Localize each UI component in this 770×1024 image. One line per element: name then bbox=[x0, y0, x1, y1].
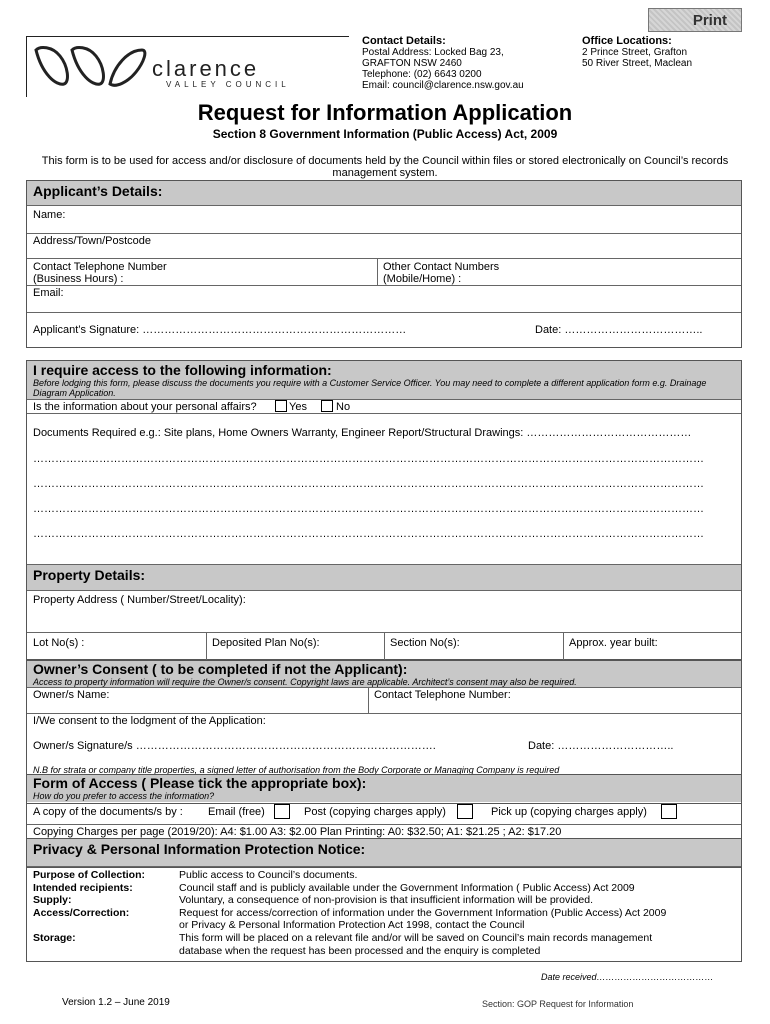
divider bbox=[27, 824, 741, 825]
privacy-label: Storage: bbox=[33, 931, 76, 944]
section-reference: Section: GOP Request for Information bbox=[482, 999, 634, 1009]
divider bbox=[368, 687, 369, 713]
applicant-signature-field[interactable]: Applicant’s Signature: ……………………………………………………………… bbox=[33, 324, 407, 336]
page-subtitle: Section 8 Government Information (Public Access) Act, 2009 bbox=[212, 127, 558, 141]
property-address-field[interactable]: Property Address ( Number/Street/Locality): bbox=[33, 594, 246, 606]
strata-note: N.B for strata or company title properties, a signed letter of authorisation from the Body Corporate or Managing Company is required bbox=[33, 765, 560, 775]
print-button[interactable]: Print bbox=[648, 8, 742, 32]
owner-date-field[interactable]: Date: ………………………….. bbox=[528, 740, 674, 752]
privacy-label: Access/Correction: bbox=[33, 906, 130, 919]
owner-phone-field[interactable]: Contact Telephone Number: bbox=[374, 689, 511, 701]
office-line: 50 River Street, Maclean bbox=[582, 58, 693, 69]
intro-text: This form is to be used for access and/or disclosure of documents held by the Council within files or stored electronically on Council’s records management system. bbox=[41, 155, 729, 179]
contact-line: Postal Address: Locked Bag 23, bbox=[362, 47, 504, 58]
privacy-labels bbox=[33, 869, 145, 957]
divider bbox=[27, 399, 741, 400]
privacy-text: Voluntary, a consequence of non-provision is that insufficient information will be provided. bbox=[179, 894, 594, 907]
divider bbox=[27, 233, 741, 234]
form-access-note: How do you prefer to access the information? bbox=[33, 791, 215, 801]
phone-field[interactable] bbox=[33, 261, 167, 285]
email-field[interactable]: Email: bbox=[33, 287, 64, 299]
logo-subtitle: VALLEY COUNCIL bbox=[166, 80, 290, 89]
year-built-field[interactable]: Approx. year built: bbox=[569, 637, 658, 649]
contact-details bbox=[362, 36, 524, 91]
privacy-label: Intended recipients: bbox=[33, 881, 133, 894]
privacy-header: Privacy & Personal Information Protection Notice: bbox=[27, 839, 741, 867]
email-option-label: Email (free) bbox=[208, 806, 265, 818]
name-field[interactable]: Name: bbox=[33, 209, 66, 221]
post-checkbox[interactable] bbox=[457, 804, 473, 819]
owner-title: Owner’s Consent ( to be completed if not the Applicant): bbox=[33, 661, 408, 677]
form-access-header bbox=[27, 775, 741, 802]
privacy-label: Purpose of Collection: bbox=[33, 869, 146, 881]
applicant-date-field[interactable]: Date: ……………………………….. bbox=[535, 324, 703, 336]
documents-line[interactable]: ………………………………………………………………………………………………………………………………………………………………… bbox=[33, 503, 704, 515]
privacy-text: Request for access/correction of information under the Government Information (Public Access) Act 2009 bbox=[179, 906, 667, 919]
owner-name-field[interactable]: Owner/s Name: bbox=[33, 689, 110, 701]
version-label: Version 1.2 – June 2019 bbox=[62, 997, 170, 1008]
other-phone-label: Other Contact Numbers bbox=[383, 261, 500, 273]
owner-header bbox=[27, 661, 741, 687]
divider bbox=[377, 258, 378, 285]
page-title: Request for Information Application bbox=[197, 100, 573, 125]
access-title: I require access to the following information: bbox=[33, 362, 332, 378]
personal-affairs-question: Is the information about your personal affairs? bbox=[33, 401, 257, 413]
offices-heading: Office Locations: bbox=[582, 35, 672, 47]
copying-charges: Copying Charges per page (2019/20): A4: $1.00 A3: $2.00 Plan Printing: A0: $32.50; A1: $21.25 ; A2: $17.20 bbox=[33, 826, 562, 838]
divider bbox=[27, 285, 741, 286]
documents-line[interactable]: ………………………………………………………………………………………………………………………………………………………………… bbox=[33, 528, 704, 540]
property-header: Property Details: bbox=[27, 565, 741, 591]
deposited-plan-field[interactable]: Deposited Plan No(s): bbox=[212, 637, 320, 649]
contact-line: GRAFTON NSW 2460 bbox=[362, 58, 462, 69]
divider bbox=[27, 713, 741, 714]
divider bbox=[27, 312, 741, 313]
privacy-label bbox=[33, 919, 145, 932]
documents-line[interactable]: ………………………………………………………………………………………………………………………………………………………………… bbox=[33, 453, 704, 465]
privacy-text: or Privacy & Personal Information Protection Act 1998, contact the Council bbox=[179, 919, 525, 932]
office-line: 2 Prince Street, Grafton bbox=[582, 47, 688, 58]
consent-text: I/We consent to the lodgment of the Application: bbox=[33, 715, 266, 727]
privacy-text: Council staff and is publicly available under the Government Information ( Public Access) Act 2009 bbox=[179, 881, 635, 894]
date-received: Date received………………………………… bbox=[541, 972, 714, 982]
divider bbox=[563, 632, 564, 660]
copy-by-label: A copy of the documents/s by : bbox=[33, 806, 183, 818]
post-option-label: Post (copying charges apply) bbox=[304, 806, 446, 818]
phone-label-sub: (Business Hours) : bbox=[33, 273, 124, 285]
privacy-text: This form will be placed on a relevant file and/or will be saved on Council’s main records management bbox=[179, 931, 653, 944]
section-field[interactable]: Section No(s): bbox=[390, 637, 460, 649]
pickup-checkbox[interactable] bbox=[661, 804, 677, 819]
other-phone-label-sub: (Mobile/Home) : bbox=[383, 273, 462, 285]
privacy-texts bbox=[179, 869, 666, 957]
divider bbox=[27, 258, 741, 259]
address-field[interactable]: Address/Town/Postcode bbox=[33, 235, 152, 247]
office-locations bbox=[582, 36, 692, 69]
divider bbox=[27, 413, 741, 414]
applicant-header: Applicant’s Details: bbox=[27, 181, 741, 206]
owner-signature-field[interactable]: Owner/s Signature/s ………………………………………………………………………. bbox=[33, 740, 436, 752]
divider bbox=[384, 632, 385, 660]
pickup-option-label: Pick up (copying charges apply) bbox=[491, 806, 647, 818]
privacy-text: database when the request has been processed and the enquiry is completed bbox=[179, 944, 541, 957]
divider bbox=[27, 687, 741, 688]
lot-field[interactable]: Lot No(s) : bbox=[33, 637, 85, 649]
form-access-title: Form of Access ( Please tick the appropriate box): bbox=[33, 775, 367, 791]
contact-heading: Contact Details: bbox=[362, 35, 446, 47]
access-header bbox=[27, 361, 741, 399]
contact-line: Telephone: (02) 6643 0200 bbox=[362, 69, 482, 80]
council-logo-icon bbox=[32, 44, 150, 88]
access-note: Before lodging this form, please discuss the documents you require with a Customer Service Officer. You may need to complete a different application form e.g. Drainage Diagram Application. bbox=[33, 378, 707, 398]
privacy-label bbox=[33, 945, 145, 958]
owner-note: Access to property information will require the Owner/s consent. Copyright laws are applicable. Architect’s consent may also be required. bbox=[33, 677, 577, 687]
documents-line[interactable]: ………………………………………………………………………………………………………………………………………………………………… bbox=[33, 478, 704, 490]
phone-label: Contact Telephone Number bbox=[33, 261, 167, 273]
logo-name: clarence bbox=[152, 56, 260, 81]
yes-checkbox[interactable] bbox=[275, 400, 287, 412]
no-label: No bbox=[336, 401, 351, 413]
contact-line: Email: council@clarence.nsw.gov.au bbox=[362, 80, 524, 91]
privacy-label: Supply: bbox=[33, 894, 72, 907]
privacy-text: Public access to Council’s documents. bbox=[179, 869, 358, 881]
documents-required-field[interactable]: Documents Required e.g.: Site plans, Home Owners Warranty, Engineer Report/Structural Drawings: ……………………………………… bbox=[33, 427, 692, 439]
yes-label: Yes bbox=[289, 401, 307, 413]
no-checkbox[interactable] bbox=[321, 400, 333, 412]
email-checkbox[interactable] bbox=[274, 804, 290, 819]
other-phone-field[interactable] bbox=[383, 261, 499, 285]
divider bbox=[206, 632, 207, 660]
